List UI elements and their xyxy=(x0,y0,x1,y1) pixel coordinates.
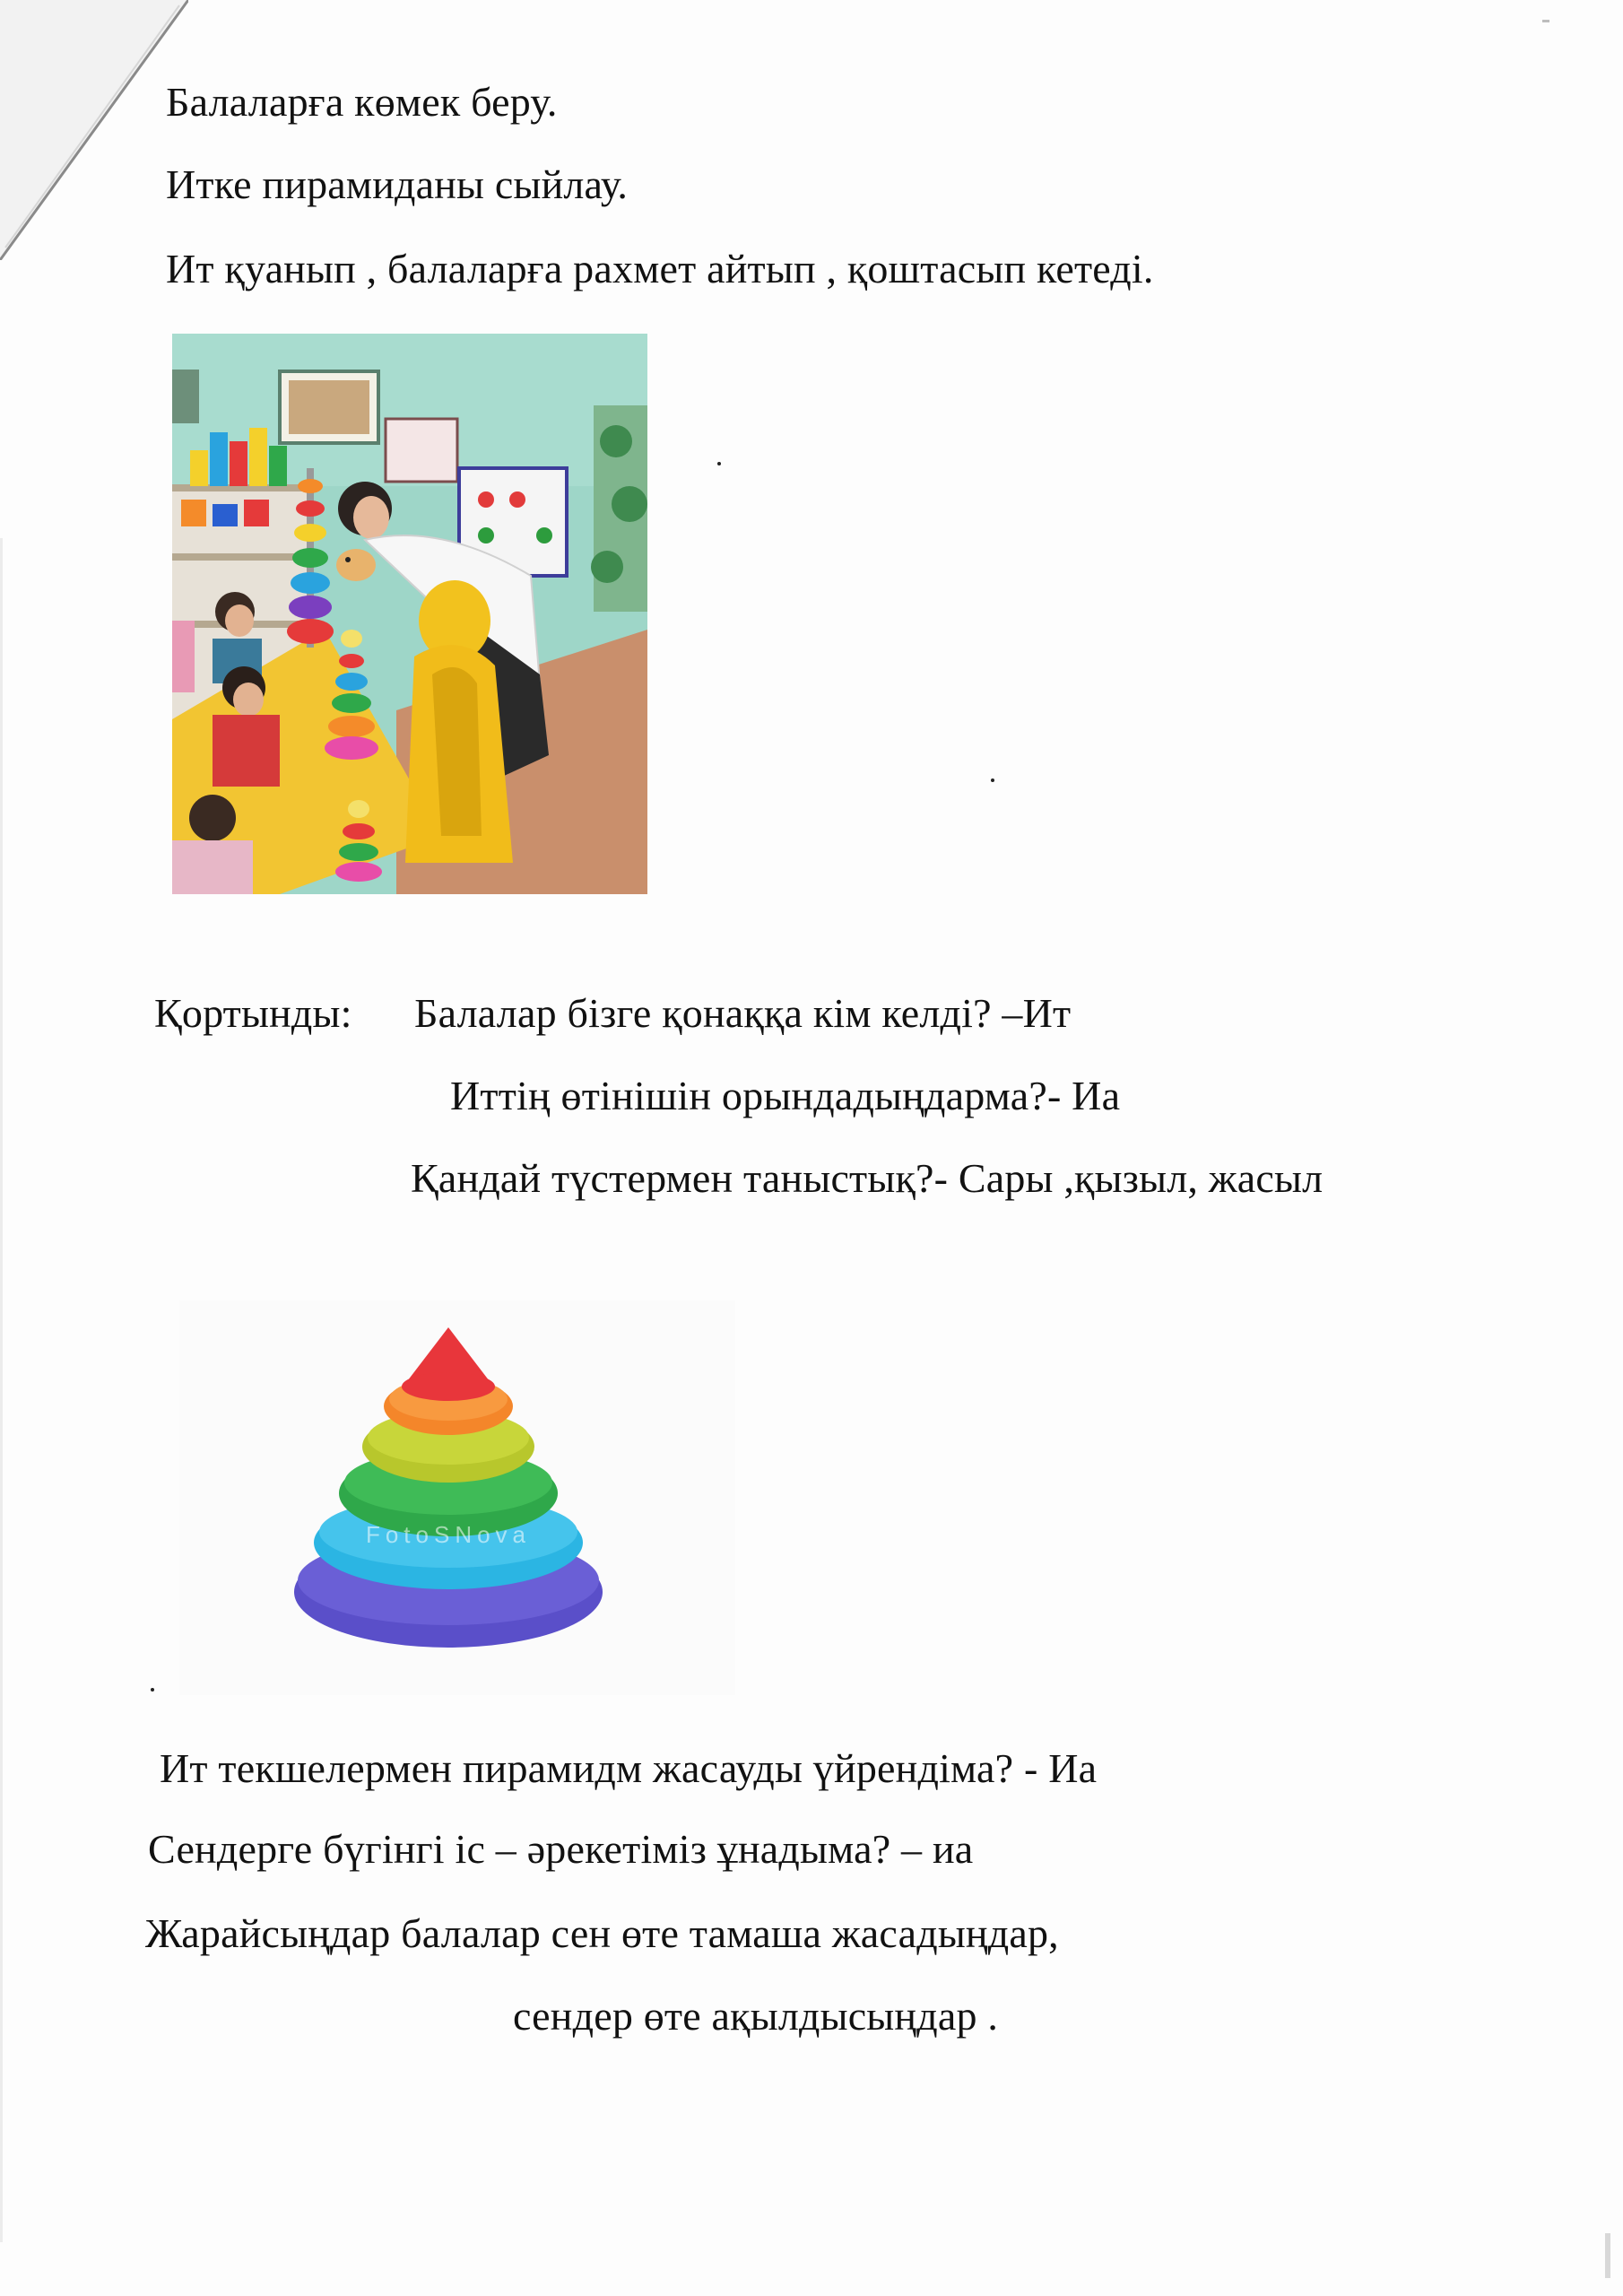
scan-dot xyxy=(717,462,721,465)
classroom-photo xyxy=(172,334,647,894)
conclusion-question-2: Иттің өтінішін орындадыңдарма?- Иа xyxy=(450,1073,1121,1118)
scan-dot xyxy=(991,778,994,782)
conclusion-question-3: Қандай түстермен таныстық?- Сары ,қызыл, жасыл xyxy=(411,1155,1324,1201)
closing-line-2: Сендерге бүгінгі іс – әрекетіміз ұнадыма? – иа xyxy=(148,1826,974,1872)
closing-line-4: сендер өте ақылдысыңдар . xyxy=(513,1993,999,2039)
closing-line-1: Ит текшелермен пирамидм жасауды үйрендіма? - Иа xyxy=(160,1745,1098,1791)
rainbow-pyramid-illustration xyxy=(179,1300,735,1695)
scan-dot xyxy=(151,1688,154,1692)
scan-edge-mark xyxy=(1605,2233,1610,2278)
intro-line-1: Балаларға көмек беру. xyxy=(166,79,558,125)
scan-edge-mark xyxy=(1542,20,1549,22)
pyramid-watermark: FotoSNova xyxy=(365,1521,532,1548)
intro-line-3: Ит қуанып , балаларға рахмет айтып , қоштасып кетеді. xyxy=(166,246,1154,291)
folded-corner xyxy=(0,0,188,260)
intro-line-2: Итке пирамиданы сыйлау. xyxy=(166,161,629,207)
conclusion-label: Қортынды: xyxy=(154,990,352,1036)
conclusion-question-1: Балалар бізге қонаққа кім келді? –Ит xyxy=(414,990,1072,1036)
closing-line-3: Жарайсыңдар балалар сен өте тамаша жасадыңдар, xyxy=(145,1910,1059,1956)
scan-edge-mark xyxy=(0,538,3,2242)
